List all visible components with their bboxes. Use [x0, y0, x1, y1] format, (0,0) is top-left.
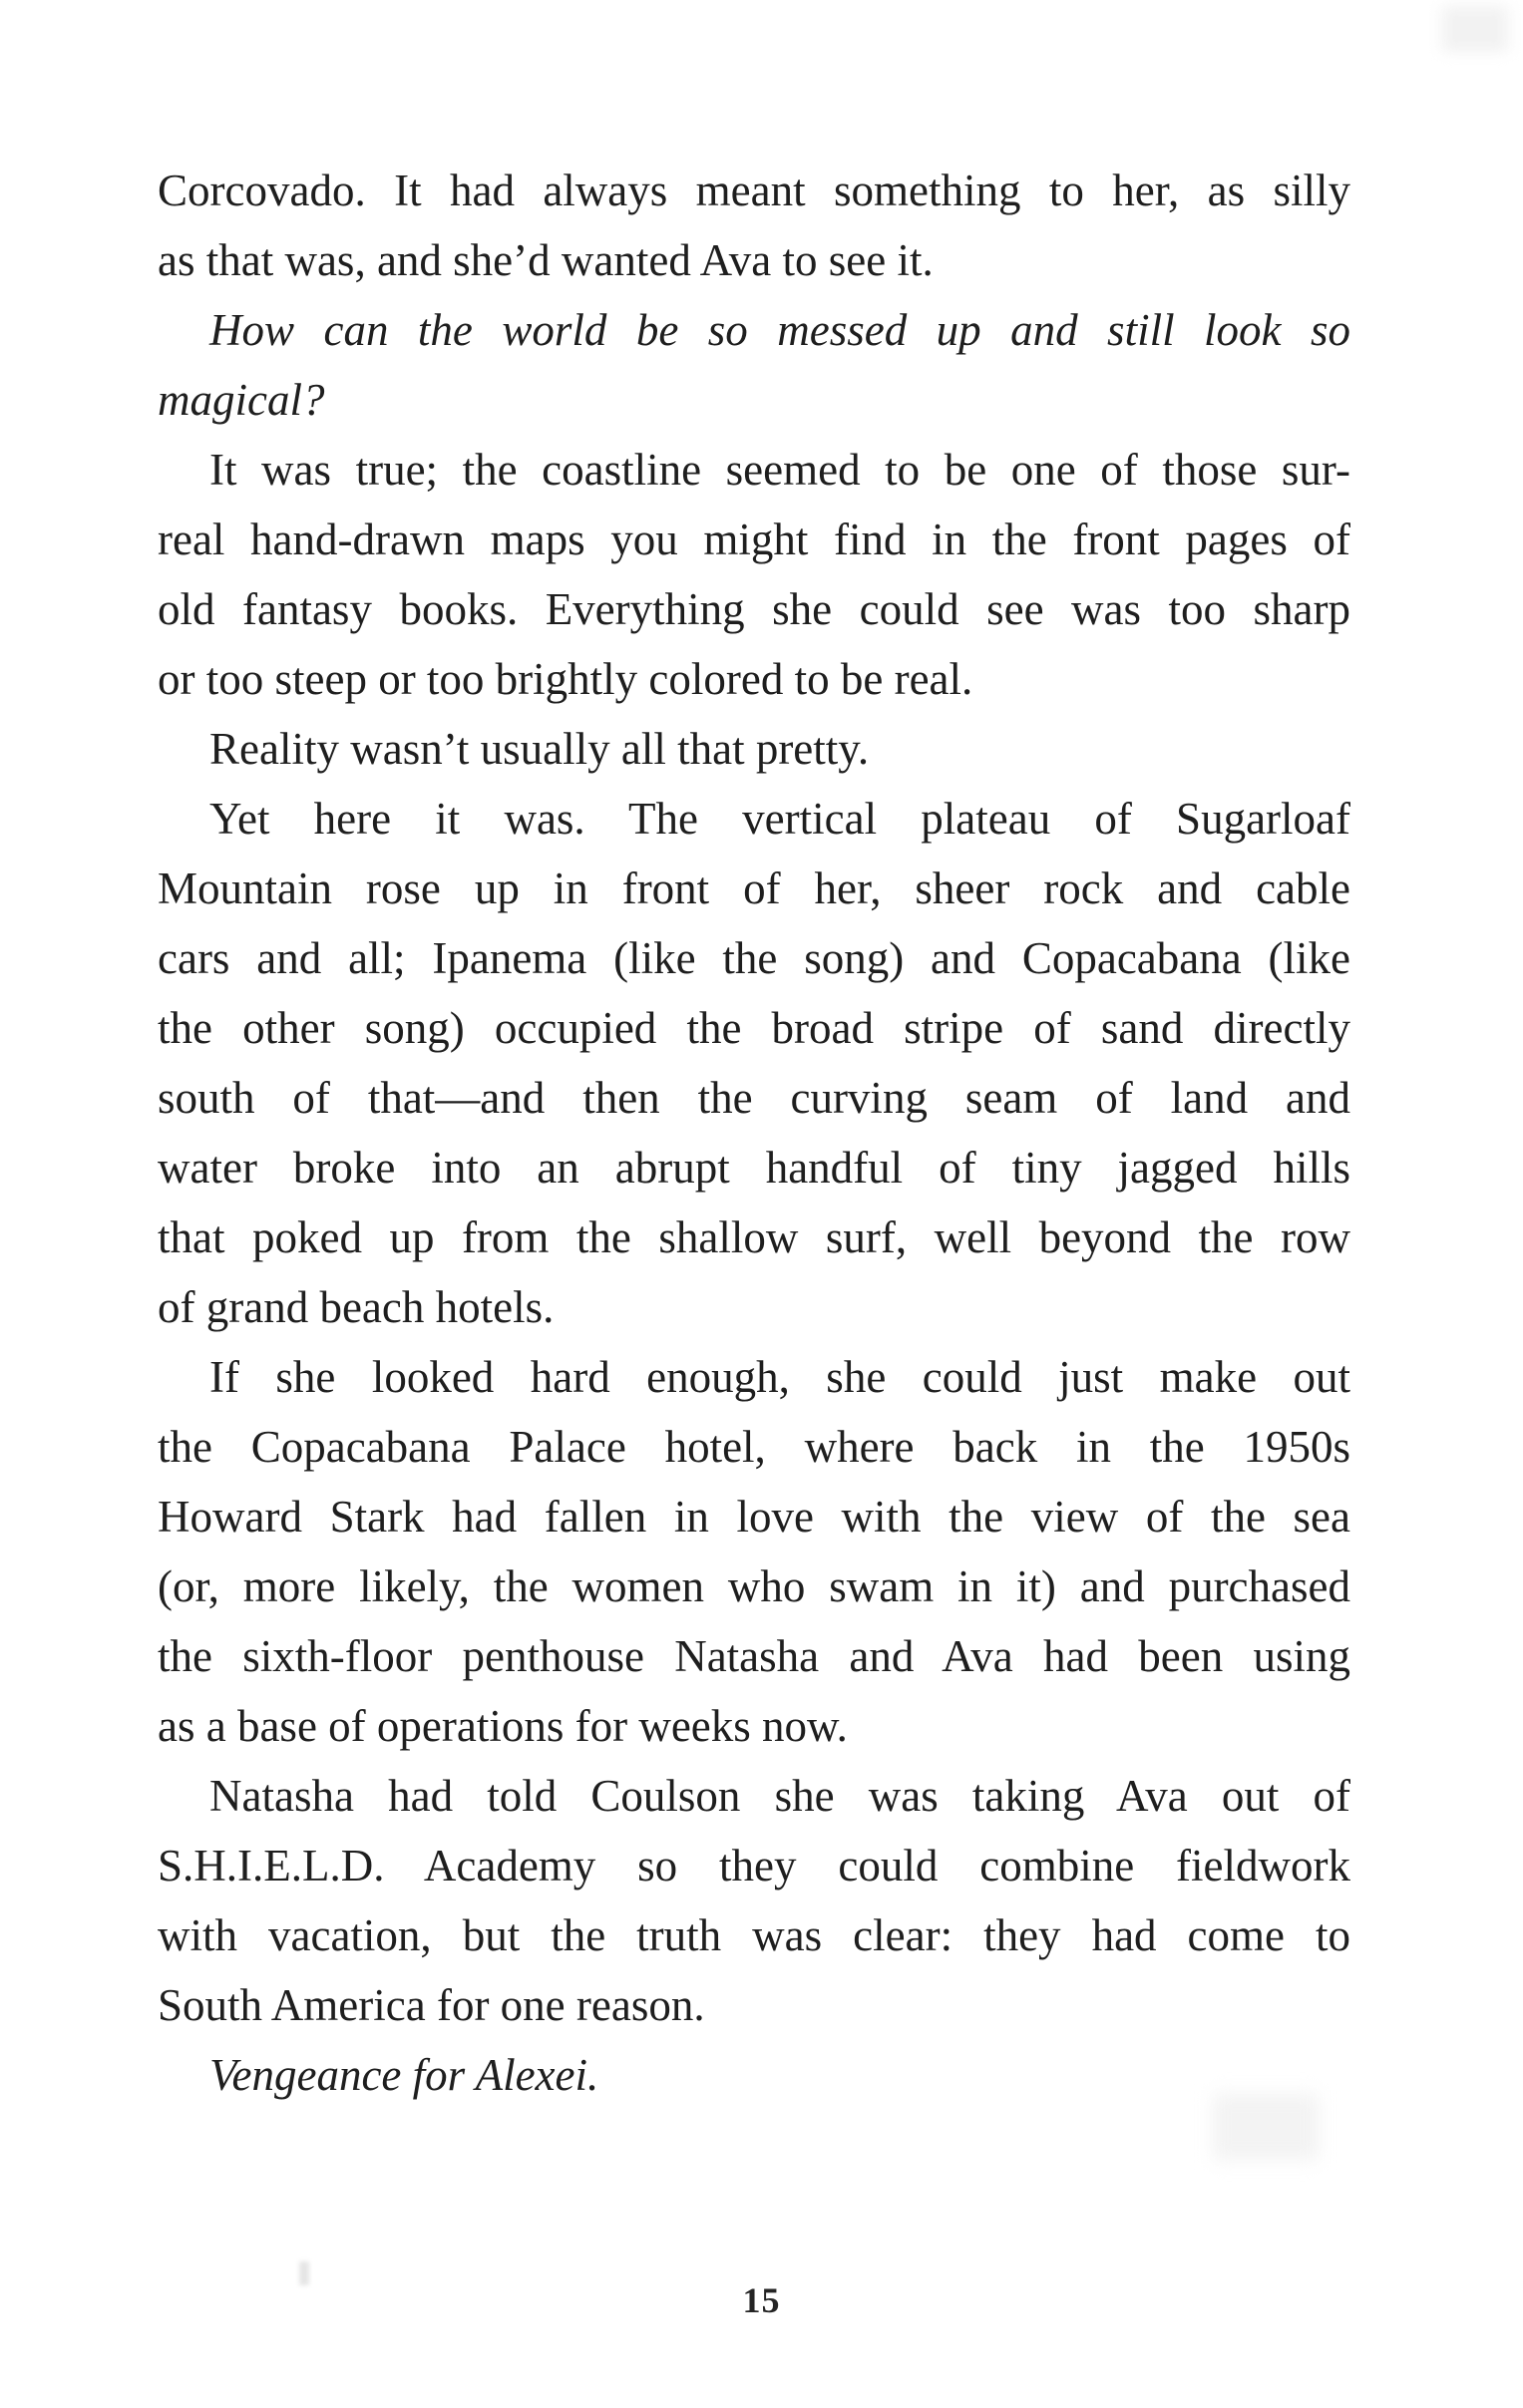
- text-line: old fantasy books. Everything she could see was too sharp: [158, 584, 1350, 634]
- text-line: Reality wasn’t usually all that pretty.: [209, 724, 870, 774]
- text-line: How can the world be so messed up and still look so: [209, 305, 1350, 355]
- text-line: South America for one reason.: [158, 1980, 705, 2030]
- text-line: Howard Stark had fallen in love with the view of the sea: [158, 1492, 1350, 1542]
- text-line: the sixth-floor penthouse Natasha and Ava had been using: [158, 1631, 1350, 1681]
- text-line: as that was, and she’d wanted Ava to see it.: [158, 235, 934, 285]
- text-line: S.H.I.E.L.D. Academy so they could combine fieldwork: [158, 1841, 1350, 1891]
- text-line: magical?: [158, 375, 325, 425]
- text-line: south of that—and then the curving seam of land and: [158, 1073, 1350, 1123]
- scan-artifact: [1442, 6, 1508, 52]
- text-line: as a base of operations for weeks now.: [158, 1701, 848, 1751]
- page-number: 15: [742, 2280, 781, 2320]
- page-text: [158, 156, 1350, 2110]
- text-line: water broke into an abrupt handful of tiny jagged hills: [158, 1143, 1350, 1193]
- text-line: It was true; the coastline seemed to be one of those sur-: [209, 445, 1350, 495]
- text-line: of grand beach hotels.: [158, 1282, 555, 1332]
- text-line: the Copacabana Palace hotel, where back in the 1950s: [158, 1422, 1350, 1472]
- text-line: or too steep or too brightly colored to be real.: [158, 654, 973, 704]
- text-line: Natasha had told Coulson she was taking Ava out of: [209, 1771, 1350, 1821]
- text-line: that poked up from the shallow surf, well beyond the row: [158, 1212, 1350, 1262]
- text-line: Mountain rose up in front of her, sheer rock and cable: [158, 863, 1350, 913]
- text-line: Corcovado. It had always meant something to her, as silly: [158, 166, 1350, 215]
- text-line: (or, more likely, the women who swam in it) and purchased: [158, 1561, 1350, 1611]
- text-line: real hand-drawn maps you might find in the front pages of: [158, 515, 1350, 564]
- text-line: the other song) occupied the broad stripe of sand directly: [158, 1003, 1350, 1053]
- text-line: cars and all; Ipanema (like the song) and Copacabana (like: [158, 933, 1350, 983]
- text-line: with vacation, but the truth was clear: they had come to: [158, 1910, 1350, 1960]
- text-line: If she looked hard enough, she could just make out: [209, 1352, 1350, 1402]
- text-line: Yet here it was. The vertical plateau of Sugarloaf: [209, 794, 1350, 844]
- text-line: Vengeance for Alexei.: [209, 2050, 599, 2100]
